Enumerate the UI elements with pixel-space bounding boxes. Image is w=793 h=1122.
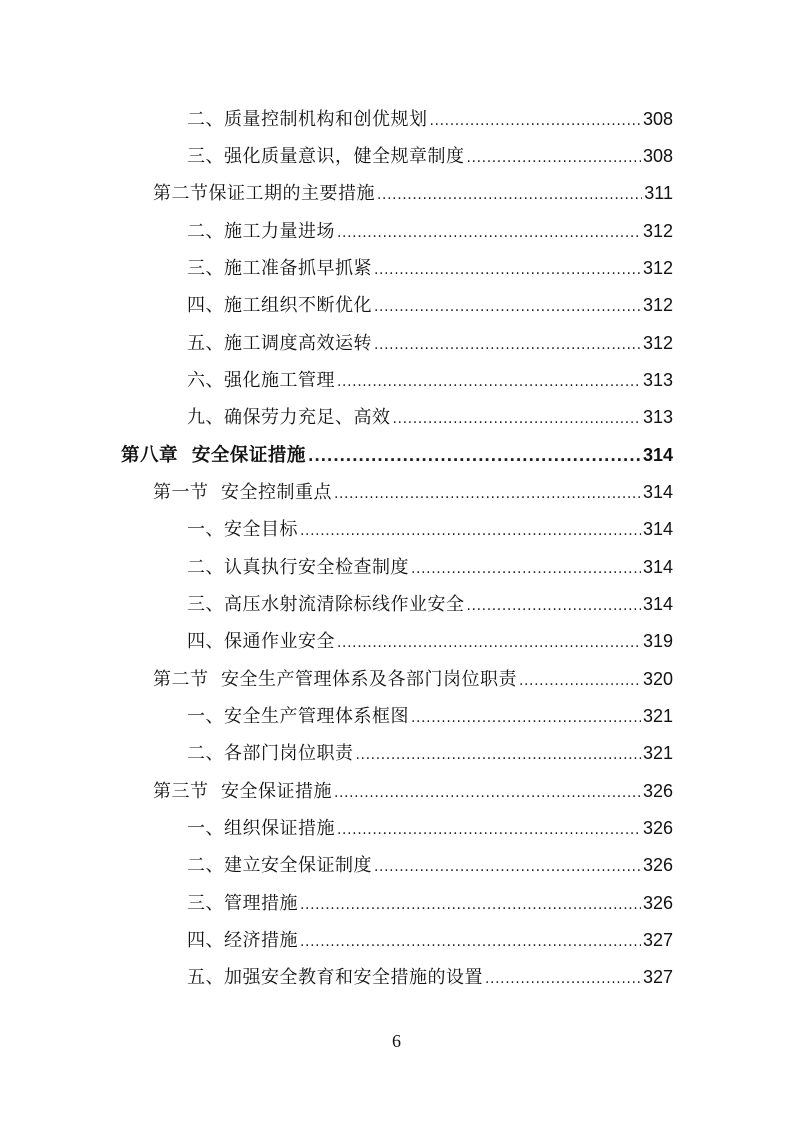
toc-dot-leader (519, 661, 641, 698)
toc-dot-leader (374, 250, 641, 287)
toc-entry[interactable] (187, 287, 673, 324)
toc-entry[interactable] (187, 250, 673, 287)
toc-dot-leader (430, 101, 641, 138)
toc-dot-leader (300, 511, 641, 548)
toc-entry-page: 320 (642, 669, 673, 689)
toc-entry-page: 327 (642, 967, 673, 987)
toc-entry[interactable] (187, 511, 673, 548)
toc-entry-title: 三、施工准备抓早抓紧 (187, 258, 372, 279)
toc-entry-title: 三、高压水射流清除标线作业安全 (187, 594, 465, 615)
toc-entry[interactable] (153, 773, 673, 810)
toc-dot-leader (485, 959, 641, 996)
toc-entry-page: 321 (642, 706, 673, 726)
toc-dot-leader (393, 399, 641, 436)
toc-dot-leader (411, 549, 641, 586)
toc-entry-title: 二、认真执行安全检查制度 (187, 557, 409, 578)
toc-entry-page: 326 (642, 855, 673, 875)
toc-entry-page: 312 (642, 221, 673, 241)
toc-entry-title: 三、强化质量意识，健全规章制度 (187, 146, 465, 167)
toc-entry-page: 312 (642, 333, 673, 353)
toc-dot-leader (374, 847, 641, 884)
toc-entry-page: 313 (642, 370, 673, 390)
toc-entry[interactable] (187, 586, 673, 623)
toc-entry[interactable] (187, 138, 673, 175)
toc-entry-page: 308 (642, 146, 673, 166)
toc-entry-page: 314 (642, 594, 673, 614)
toc-dot-leader (337, 213, 641, 250)
toc-entry-page: 326 (642, 818, 673, 838)
toc-dot-leader (337, 362, 641, 399)
toc-entry-title: 一、安全生产管理体系框图 (187, 706, 409, 727)
toc-dot-leader (334, 773, 641, 810)
toc-entry[interactable] (187, 213, 673, 250)
toc-entry[interactable] (153, 175, 673, 212)
toc-entry-title: 二、各部门岗位职责 (187, 743, 354, 764)
toc-entry-title: 五、施工调度高效运转 (187, 333, 372, 354)
toc-entry-page: 326 (642, 781, 673, 801)
toc-entry-page: 308 (642, 109, 673, 129)
toc-entry[interactable] (187, 623, 673, 660)
toc-entry-title: 一、安全目标 (187, 519, 298, 540)
toc-entry-title: 三、管理措施 (187, 893, 298, 914)
toc-dot-leader (308, 437, 641, 474)
toc-entry[interactable] (153, 474, 673, 511)
toc-entry-title: 四、保通作业安全 (187, 631, 335, 652)
toc-entry-page: 313 (642, 407, 673, 427)
toc-dot-leader (374, 287, 641, 324)
toc-entry-title: 一、组织保证措施 (187, 818, 335, 839)
toc-entry-title: 四、经济措施 (187, 930, 298, 951)
toc-entry-page: 321 (642, 743, 673, 763)
toc-entry-title: 第八章 安全保证措施 (121, 445, 306, 466)
toc-entry-page: 327 (642, 930, 673, 950)
toc-entry-title: 第二节保证工期的主要措施 (153, 183, 375, 204)
toc-entry-title: 第三节 安全保证措施 (153, 781, 332, 802)
toc-entry-title: 二、质量控制机构和创优规划 (187, 109, 428, 130)
toc-dot-leader (337, 623, 641, 660)
toc-entry[interactable] (187, 101, 673, 138)
toc-entry-page: 312 (642, 258, 673, 278)
toc-entry-page: 312 (642, 295, 673, 315)
toc-entry-page: 314 (642, 445, 673, 465)
toc-entry-page: 314 (642, 482, 673, 502)
toc-entry-title: 四、施工组织不断优化 (187, 295, 372, 316)
toc-dot-leader (334, 474, 641, 511)
toc-dot-leader (467, 138, 641, 175)
toc-entry[interactable] (153, 661, 673, 698)
toc-entry[interactable] (187, 959, 673, 996)
toc-entry[interactable] (187, 735, 673, 772)
toc-entry[interactable] (187, 922, 673, 959)
toc-dot-leader (356, 735, 641, 772)
toc-entry[interactable] (187, 698, 673, 735)
toc-entry-title: 第一节 安全控制重点 (153, 482, 332, 503)
toc-entry-page: 319 (642, 631, 673, 651)
toc-entry-title: 五、加强安全教育和安全措施的设置 (187, 967, 483, 988)
toc-dot-leader (377, 175, 642, 212)
toc-dot-leader (300, 922, 641, 959)
toc-entry-page: 326 (642, 893, 673, 913)
toc-entry-title: 六、强化施工管理 (187, 370, 335, 391)
toc-entry[interactable] (187, 549, 673, 586)
toc-entry-title: 二、施工力量进场 (187, 221, 335, 242)
toc-entry[interactable] (187, 399, 673, 436)
toc-entry[interactable] (187, 362, 673, 399)
toc-entry-page: 314 (642, 557, 673, 577)
toc-entry-title: 第二节 安全生产管理体系及各部门岗位职责 (153, 669, 517, 690)
toc-dot-leader (411, 698, 641, 735)
toc-entry[interactable] (187, 847, 673, 884)
toc-entry-title: 二、建立安全保证制度 (187, 855, 372, 876)
toc-entry-page: 314 (642, 519, 673, 539)
toc-dot-leader (374, 325, 641, 362)
toc-entry-page: 311 (644, 183, 673, 203)
page-number: 6 (392, 1031, 401, 1051)
toc-entry[interactable] (187, 325, 673, 362)
toc-entry[interactable] (187, 810, 673, 847)
toc-entry[interactable] (187, 885, 673, 922)
toc-dot-leader (467, 586, 641, 623)
toc-dot-leader (300, 885, 641, 922)
toc-entry-title: 九、确保劳力充足、高效 (187, 407, 391, 428)
toc-dot-leader (337, 810, 641, 847)
toc-chapter-entry[interactable] (121, 437, 673, 474)
